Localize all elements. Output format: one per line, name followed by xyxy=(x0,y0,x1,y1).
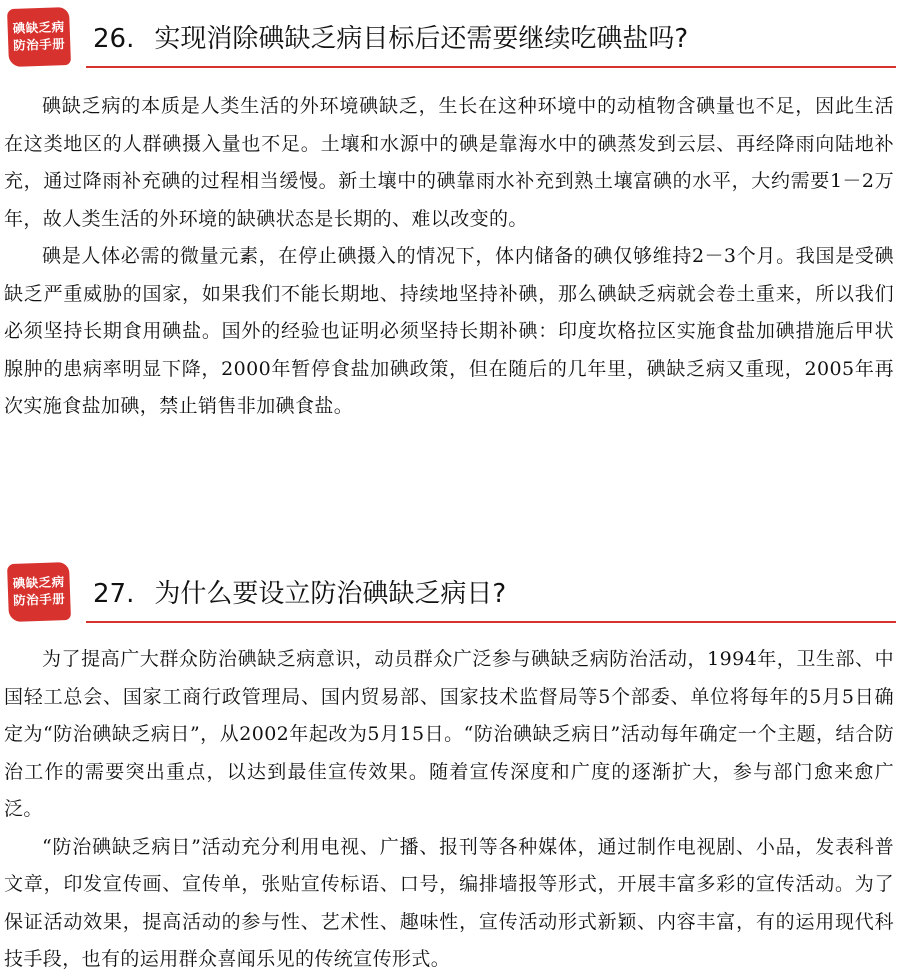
handbook-stamp-logo xyxy=(7,7,71,67)
heading-underline xyxy=(86,66,896,68)
section-header xyxy=(0,0,900,78)
section-number: 26. xyxy=(93,24,135,54)
section-body xyxy=(4,641,894,979)
section-title: 实现消除碘缺乏病目标后还需要继续吃碘盐吗? xyxy=(154,24,689,54)
handbook-stamp-logo xyxy=(7,562,71,622)
section-26 xyxy=(0,0,900,417)
section-heading xyxy=(93,22,688,56)
section-heading xyxy=(93,577,506,611)
paragraph: 为了提高广大群众防治碘缺乏病意识，动员群众广泛参与碘缺乏病防治活动，1994年，卫生部、中国轻工总会、国家工商行政管理局、国内贸易部、国家技术监督局等5个部委、单位将每年的5月5日确定为“防治碘缺乏病日”，从2002年起改为5月15日。“防治碘缺乏病日”活动每年确定一个主题，结合防治工作的需要突出重点，以达到最佳宣传效果。随着宣传深度和广度的逐渐扩大，参与部门愈来愈广泛。 xyxy=(4,648,894,820)
heading-underline xyxy=(86,621,896,623)
section-number: 27. xyxy=(93,579,135,609)
section-27 xyxy=(0,555,900,970)
paragraph: 碘是人体必需的微量元素，在停止碘摄入的情况下，体内储备的碘仅够维持2－3个月。我国是受碘缺乏严重威胁的国家，如果我们不能长期地、持续地坚持补碘，那么碘缺乏病就会卷土重来，所以我们必须坚持长期食用碘盐。国外的经验也证明必须坚持长期补碘：印度坎格拉区实施食盐加碘措施后甲状腺肿的患病率明显下降，2000年暂停食盐加碘政策，但在随后的几年里，碘缺乏病又重现，2005年再次实施食盐加碘，禁止销售非加碘食盐。 xyxy=(4,245,894,417)
stamp-line-2: 防治手册 xyxy=(13,36,66,53)
section-title: 为什么要设立防治碘缺乏病日? xyxy=(154,579,507,609)
stamp-line-1: 碘缺乏病 xyxy=(12,19,65,36)
section-header xyxy=(0,555,900,633)
paragraph: “防治碘缺乏病日”活动充分利用电视、广播、报刊等各种媒体，通过制作电视剧、小品，发表科普文章，印发宣传画、宣传单，张贴宣传标语、口号，编排墙报等形式，开展丰富多彩的宣传活动。为了保证活动效果，提高活动的参与性、艺术性、趣味性，宣传活动形式新颖、内容丰富，有的运用现代科技手段，也有的运用群众喜闻乐见的传统宣传形式。 xyxy=(4,835,894,970)
stamp-line-2: 防治手册 xyxy=(13,591,66,608)
stamp-line-1: 碘缺乏病 xyxy=(12,574,65,591)
section-body xyxy=(4,88,894,426)
paragraph: 碘缺乏病的本质是人类生活的外环境碘缺乏，生长在这种环境中的动植物含碘量也不足，因此生活在这类地区的人群碘摄入量也不足。土壤和水源中的碘是靠海水中的碘蒸发到云层、再经降雨向陆地补充，通过降雨补充碘的过程相当缓慢。新土壤中的碘靠雨水补充到熟土壤富碘的水平，大约需要1－2万年，故人类生活的外环境的缺碘状态是长期的、难以改变的。 xyxy=(4,95,894,230)
